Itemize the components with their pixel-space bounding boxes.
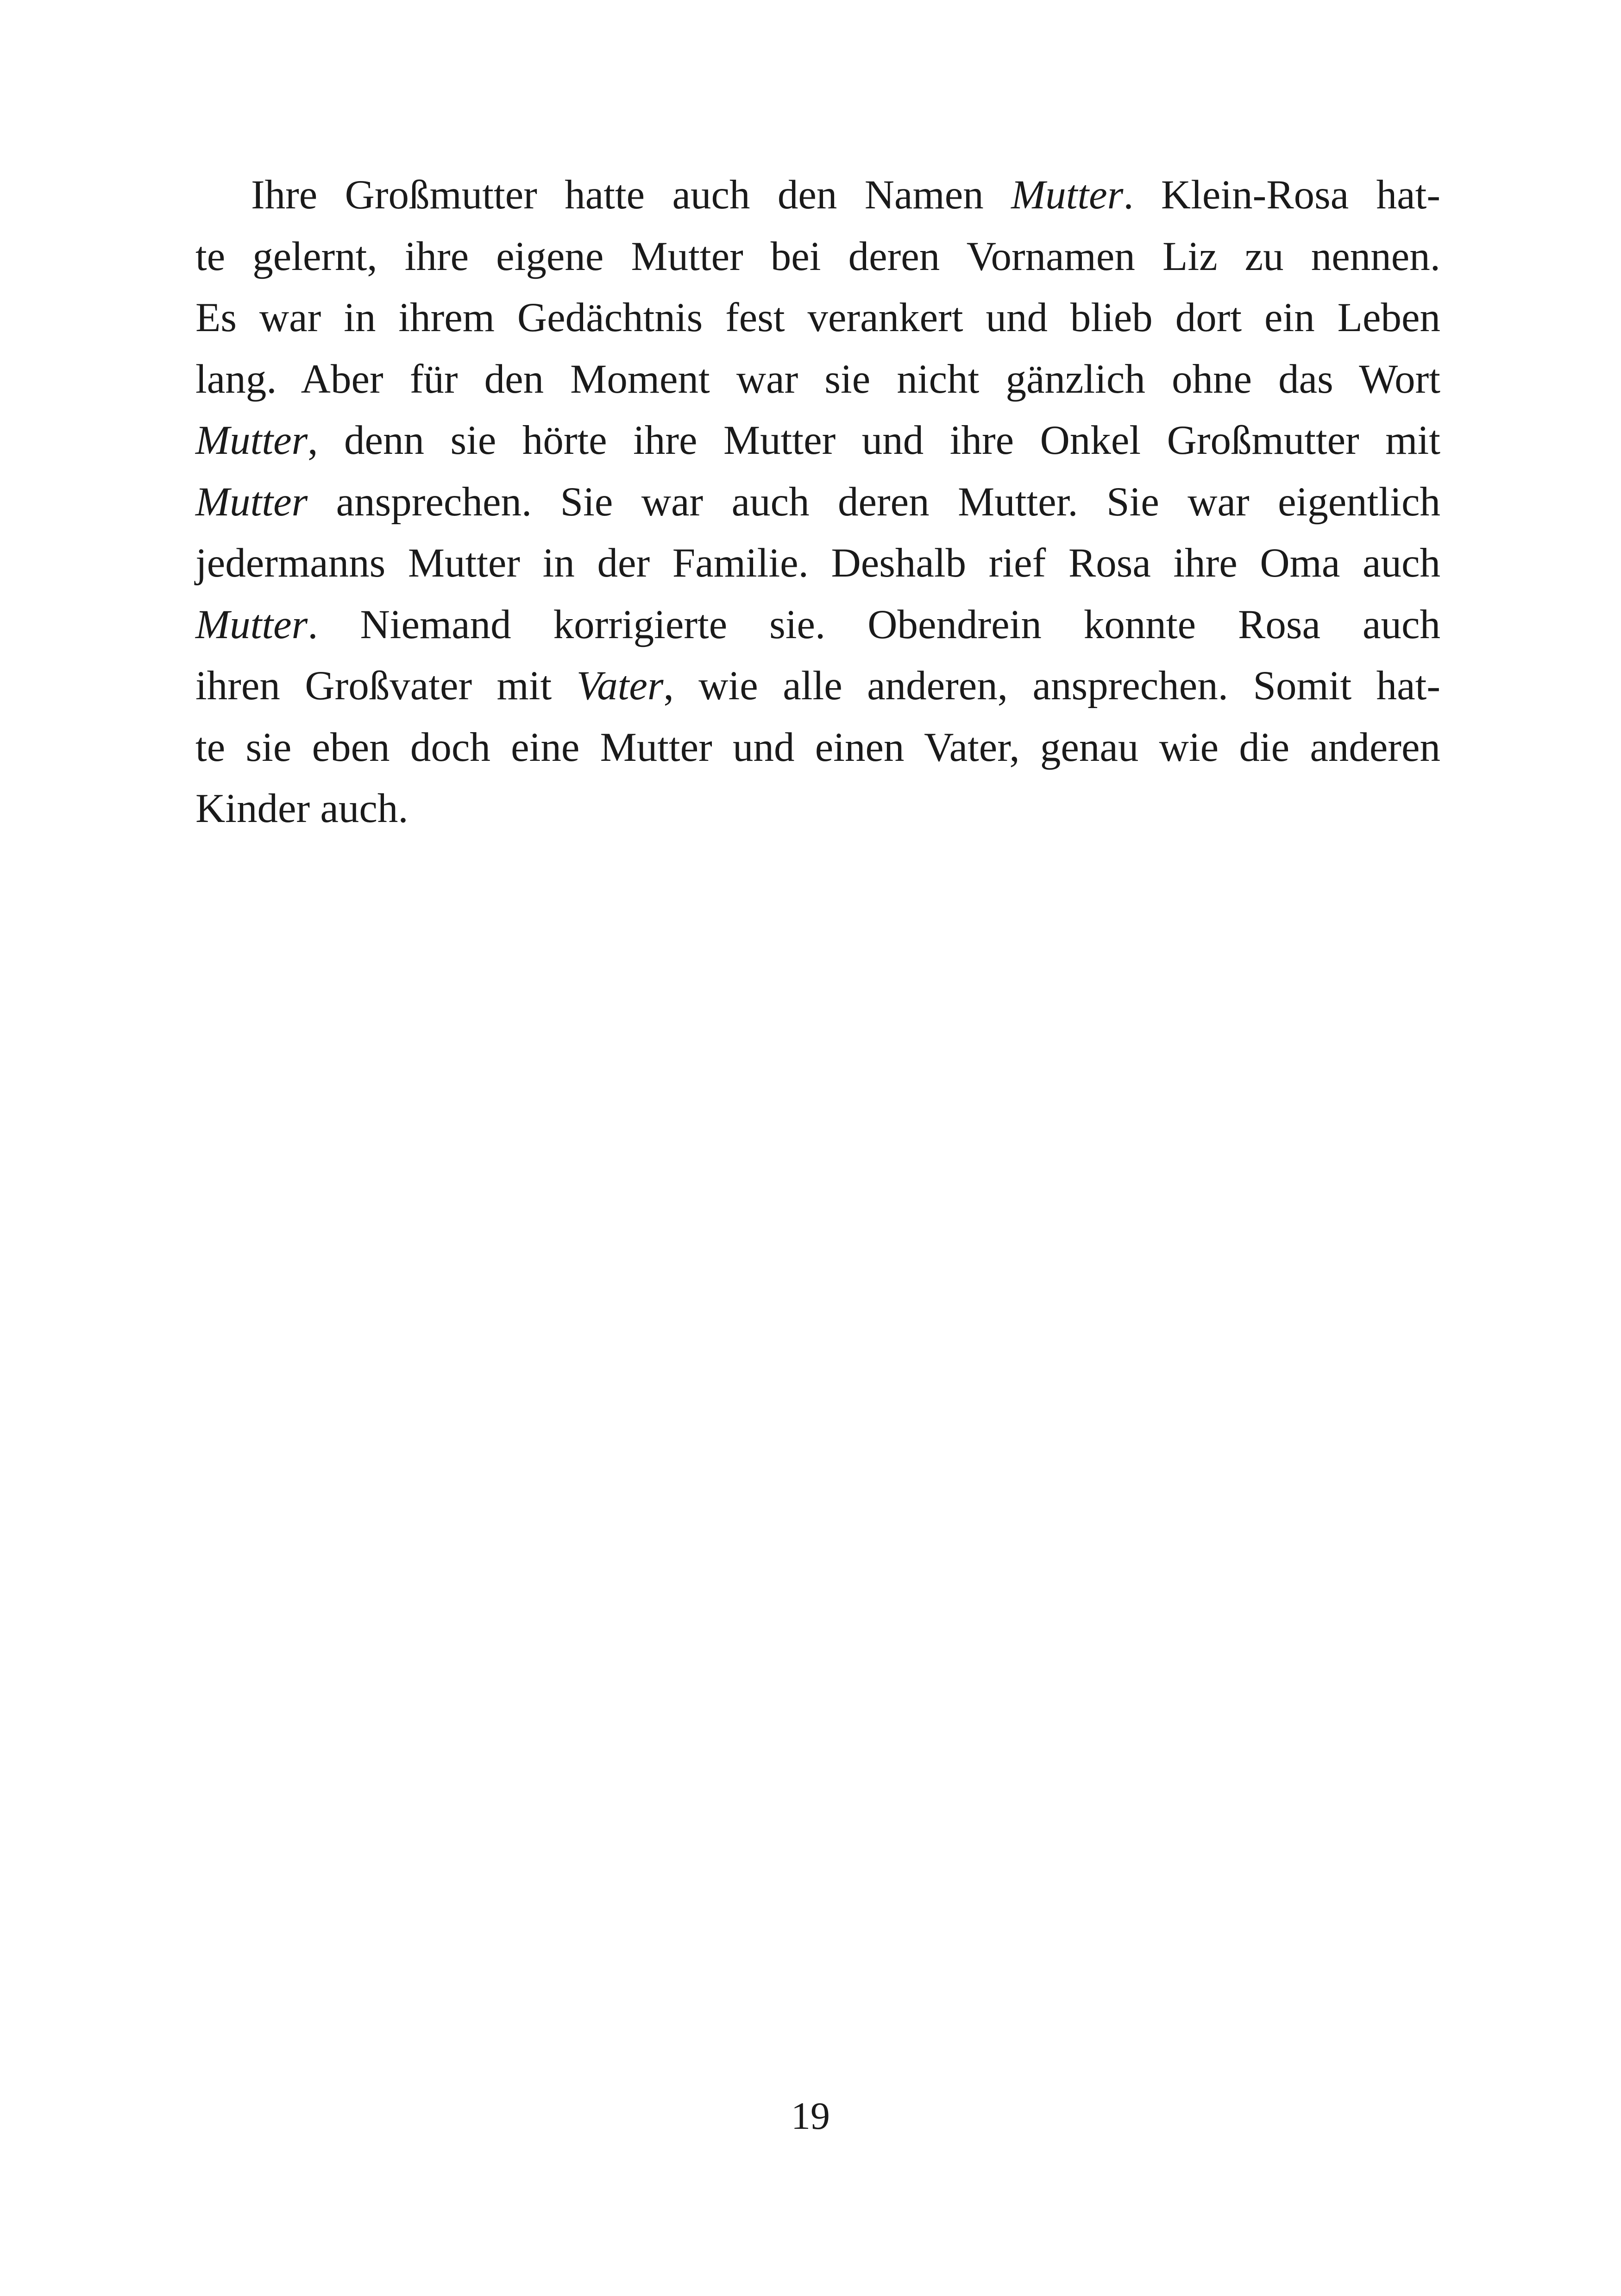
text-line [195, 655, 1440, 717]
text-line [195, 471, 1440, 533]
text-run: ihren Großvater mit [195, 663, 577, 709]
text-run: . Niemand korrigierte sie. Obendrein konnte Rosa auch [308, 602, 1440, 647]
text-line [195, 164, 1440, 226]
text-line [195, 594, 1440, 656]
italic-word: Mutter [1011, 172, 1124, 218]
text-run: , denn sie hörte ihre Mutter und ihre Onkel Großmutter mit [308, 418, 1440, 463]
text-run: ansprechen. Sie war auch deren Mutter. Sie war eigentlich [308, 479, 1440, 525]
text-run: , wie alle anderen, ansprechen. Somit hat- [663, 663, 1440, 709]
text-run: lang. Aber für den Moment war sie nicht gänzlich ohne das Wort [195, 356, 1440, 402]
text-line [195, 287, 1440, 349]
page-number: 19 [791, 2095, 830, 2138]
text-run: Kinder auch. [195, 786, 408, 831]
italic-word: Mutter [195, 479, 308, 525]
text-line [195, 226, 1440, 288]
text-line [195, 717, 1440, 778]
italic-word: Mutter [195, 418, 308, 463]
body-paragraph [195, 164, 1440, 840]
italic-word: Mutter [195, 602, 308, 647]
text-run: te sie eben doch eine Mutter und einen Vater, genau wie die anderen [195, 724, 1440, 770]
text-run: Ihre Großmutter hatte auch den Namen [251, 172, 1012, 218]
text-run: . Klein-Rosa hat- [1123, 172, 1441, 218]
text-line [195, 349, 1440, 410]
italic-word: Vater [576, 663, 664, 709]
text-line [195, 778, 1440, 840]
text-run: Es war in ihrem Gedächtnis fest verankert und blieb dort ein Leben [195, 295, 1440, 340]
text-run: te gelernt, ihre eigene Mutter bei deren Vornamen Liz zu nennen. [195, 233, 1440, 279]
text-line [195, 533, 1440, 594]
text-line [195, 410, 1440, 471]
text-run: jedermanns Mutter in der Familie. Deshalb rief Rosa ihre Oma auch [195, 540, 1440, 586]
